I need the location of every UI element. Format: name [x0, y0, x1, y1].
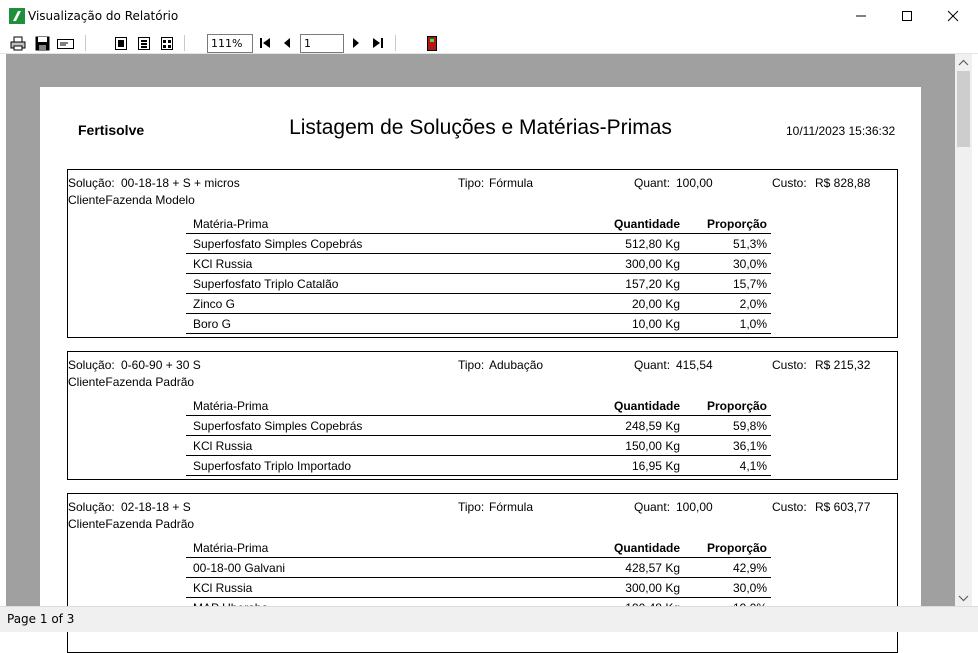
- toolbar: [0, 32, 978, 54]
- solution-block: [67, 351, 898, 480]
- two-page-icon: [138, 37, 150, 50]
- cost-label: Custo:: [772, 358, 807, 372]
- minimize-button[interactable]: [838, 0, 884, 32]
- material-name: Superfosfato Triplo Importado: [193, 459, 352, 473]
- material-name: 00-18-00 Galvani: [193, 561, 286, 575]
- scroll-thumb[interactable]: [957, 71, 970, 147]
- material-name: KCl Russia: [193, 257, 253, 271]
- material-proportion: 15,7%: [732, 277, 767, 291]
- header-material: Matéria-Prima: [193, 541, 269, 555]
- toolbar-separator: [85, 35, 86, 51]
- material-quantity: 20,00 Kg: [631, 297, 680, 311]
- header-quantity: Quantidade: [613, 541, 680, 555]
- exit-icon: [427, 36, 437, 51]
- window-edge: [972, 54, 978, 606]
- table-row: [186, 254, 771, 274]
- solution-cost: R$ 603,77: [815, 500, 871, 514]
- quantity-label: Quant:: [634, 358, 671, 372]
- single-page-button[interactable]: [113, 34, 129, 52]
- table-row: [186, 294, 771, 314]
- header-proportion: Proporção: [706, 217, 767, 231]
- exit-button[interactable]: [425, 34, 439, 52]
- scroll-up-button[interactable]: [955, 54, 972, 71]
- material-quantity: 300,00 Kg: [625, 257, 680, 271]
- solution-type: Adubação: [489, 358, 544, 372]
- save-icon: [35, 36, 50, 51]
- material-proportion: 59,8%: [732, 419, 767, 433]
- report-title: Listagem de Soluções e Matérias-Primas: [289, 116, 672, 139]
- table-row: [186, 578, 771, 598]
- next-page-icon: [351, 37, 361, 49]
- report-page: [40, 87, 921, 647]
- table-row: [186, 314, 771, 334]
- table-row: [186, 234, 771, 254]
- solution-type: Fórmula: [489, 176, 534, 190]
- client-label: Cliente: [68, 193, 106, 207]
- material-proportion: 42,9%: [732, 561, 767, 575]
- toolbar-separator: [395, 35, 396, 51]
- next-page-button[interactable]: [349, 34, 363, 52]
- material-quantity: 248,59 Kg: [625, 419, 680, 433]
- multi-page-button[interactable]: [159, 34, 175, 52]
- solution-name: 00-18-18 + S + micros: [121, 176, 240, 190]
- header-proportion: Proporção: [706, 541, 767, 555]
- minimize-icon: [856, 11, 866, 21]
- material-name: Superfosfato Triplo Catalão: [193, 277, 339, 291]
- solution-block: [67, 169, 898, 338]
- header-material: Matéria-Prima: [193, 399, 269, 413]
- materials-table: [186, 216, 771, 334]
- material-name: Superfosfato Simples Copebrás: [193, 419, 363, 433]
- client-label: Cliente: [68, 517, 106, 531]
- material-name: Boro G: [193, 317, 232, 331]
- print-icon: [10, 36, 26, 51]
- print-button[interactable]: [9, 34, 27, 52]
- material-quantity: 157,20 Kg: [625, 277, 680, 291]
- solution-name: 02-18-18 + S: [121, 500, 191, 514]
- page-number-input[interactable]: 1: [300, 34, 344, 53]
- prev-page-icon: [282, 37, 292, 49]
- solution-quantity: 100,00: [676, 500, 713, 514]
- solution-cost: R$ 828,88: [815, 176, 871, 190]
- header-quantity: Quantidade: [613, 399, 680, 413]
- header-proportion: Proporção: [706, 399, 767, 413]
- report-datetime: 10/11/2023 15:36:32: [786, 124, 896, 138]
- table-row: [186, 274, 771, 294]
- table-header: [186, 540, 771, 558]
- material-proportion: 36,1%: [732, 439, 767, 453]
- solution-quantity: 100,00: [676, 176, 713, 190]
- last-page-icon: [372, 37, 384, 49]
- type-label: Tipo:: [458, 500, 485, 514]
- material-quantity: 16,95 Kg: [631, 459, 680, 473]
- quantity-label: Quant:: [634, 176, 671, 190]
- quantity-label: Quant:: [634, 500, 671, 514]
- material-proportion: 30,0%: [732, 581, 767, 595]
- table-row: [186, 416, 771, 436]
- table-header: [186, 216, 771, 234]
- table-row: [186, 558, 771, 578]
- client-label: Cliente: [68, 375, 106, 389]
- material-quantity: 300,00 Kg: [625, 581, 680, 595]
- material-quantity: 428,57 Kg: [625, 561, 680, 575]
- scroll-down-button[interactable]: [955, 589, 972, 606]
- header-material: Matéria-Prima: [193, 217, 269, 231]
- materials-table: [186, 398, 771, 476]
- maximize-button[interactable]: [884, 0, 930, 32]
- status-bar: [0, 606, 978, 632]
- two-page-button[interactable]: [136, 34, 152, 52]
- cost-label: Custo:: [772, 500, 807, 514]
- material-name: Zinco G: [193, 297, 236, 311]
- client-line: [68, 517, 194, 531]
- report-viewport[interactable]: [6, 54, 955, 606]
- solution-cost: R$ 215,32: [815, 358, 871, 372]
- solution-quantity: 415,54: [676, 358, 713, 372]
- material-name: KCl Russia: [193, 439, 253, 453]
- material-name: Superfosfato Simples Copebrás: [193, 237, 363, 251]
- solution-label: Solução:: [68, 358, 115, 372]
- chevron-up-icon: [959, 60, 968, 66]
- toolbar-separator: [184, 35, 185, 51]
- solution-name: 0-60-90 + 30 S: [121, 358, 201, 372]
- email-icon: [57, 37, 74, 49]
- material-proportion: 2,0%: [739, 297, 767, 311]
- single-page-icon: [115, 37, 127, 50]
- client-line: [68, 193, 195, 207]
- first-page-icon: [259, 37, 271, 49]
- last-page-button[interactable]: [371, 34, 385, 52]
- material-name: KCl Russia: [193, 581, 253, 595]
- close-icon: [948, 11, 958, 21]
- material-quantity: 512,80 Kg: [625, 237, 680, 251]
- type-label: Tipo:: [458, 358, 485, 372]
- window-title: Visualização do Relatório: [28, 9, 179, 23]
- solution-label: Solução:: [68, 176, 115, 190]
- page-info: Page 1 of 3: [7, 612, 75, 626]
- client-name: Fazenda Modelo: [105, 193, 195, 207]
- material-proportion: 51,3%: [732, 237, 767, 251]
- prev-page-button[interactable]: [280, 34, 294, 52]
- company-name: Fertisolve: [78, 122, 145, 138]
- close-button[interactable]: [930, 0, 976, 32]
- title-bar: [0, 0, 978, 32]
- client-line: [68, 375, 194, 389]
- first-page-button[interactable]: [258, 34, 272, 52]
- material-quantity: 10,00 Kg: [631, 317, 680, 331]
- material-proportion: 1,0%: [739, 317, 767, 331]
- vertical-scrollbar[interactable]: [955, 54, 972, 606]
- type-label: Tipo:: [458, 176, 485, 190]
- solution-type: Fórmula: [489, 500, 534, 514]
- material-quantity: 150,00 Kg: [625, 439, 680, 453]
- header-quantity: Quantidade: [613, 217, 680, 231]
- material-proportion: 4,1%: [739, 459, 767, 473]
- zoom-input[interactable]: 111%: [207, 34, 253, 53]
- cost-label: Custo:: [772, 176, 807, 190]
- maximize-icon: [902, 11, 912, 21]
- save-button[interactable]: [33, 34, 51, 52]
- table-row: [186, 436, 771, 456]
- chevron-down-icon: [959, 595, 968, 601]
- table-header: [186, 398, 771, 416]
- solution-label: Solução:: [68, 500, 115, 514]
- email-button[interactable]: [56, 34, 74, 52]
- client-name: Fazenda Padrão: [105, 517, 195, 531]
- material-proportion: 30,0%: [732, 257, 767, 271]
- multi-page-icon: [161, 37, 173, 50]
- client-name: Fazenda Padrão: [105, 375, 195, 389]
- app-logo-icon: [9, 8, 25, 24]
- table-row: [186, 456, 771, 476]
